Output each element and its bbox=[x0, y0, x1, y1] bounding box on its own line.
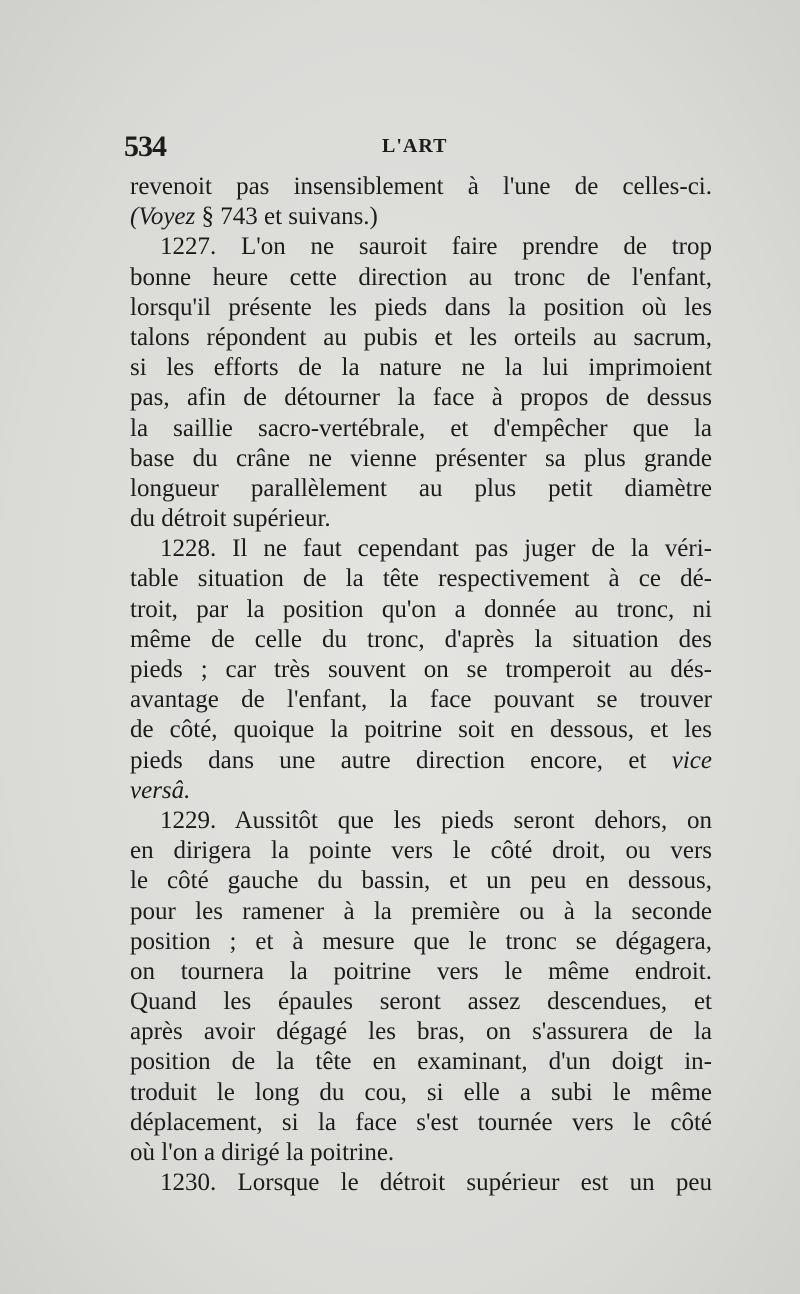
text-line: (Voyez § 743 et suivans.) bbox=[130, 203, 378, 231]
text-line: position ; et à mesure que le tronc se dégagera, bbox=[130, 927, 712, 955]
text-line: table situation de la tête respectivement à ce dé- bbox=[130, 565, 712, 593]
text-line: troduit le long du cou, si elle a subi le même bbox=[130, 1078, 712, 1106]
text-line: lorsqu'il présente les pieds dans la position où les bbox=[130, 293, 712, 321]
text-line: pieds ; car très souvent on se tromperoit au dés- bbox=[130, 656, 712, 683]
text-line: 1227. L'on ne sauroit faire prendre de trop bbox=[160, 233, 712, 261]
text-line: où l'on a dirigé la poitrine. bbox=[130, 1139, 395, 1166]
body-text bbox=[130, 172, 712, 1198]
text-line: on tournera la poitrine vers le même endroit. bbox=[130, 957, 712, 985]
text-line: talons répondent au pubis et les orteils au sacrum, bbox=[130, 323, 712, 351]
text-line: 1229. Aussitôt que les pieds seront dehors, on bbox=[160, 806, 712, 834]
text-line: si les efforts de la nature ne la lui imprimoient bbox=[130, 354, 712, 382]
text-line: le côté gauche du bassin, et un peu en dessous, bbox=[130, 867, 712, 895]
text-line: 1230. Lorsque le détroit supérieur est un peu bbox=[160, 1169, 712, 1197]
text-line: revenoit pas insensiblement à l'une de celles-ci. bbox=[130, 173, 712, 200]
text-line: avantage de l'enfant, la face pouvant se trouver bbox=[130, 686, 712, 714]
text-line: longueur parallèlement au plus petit diamètre bbox=[130, 474, 712, 502]
page-number: 534 bbox=[124, 130, 166, 163]
text-line: versâ. bbox=[130, 776, 191, 804]
text-line: Quand les épaules seront assez descendues, et bbox=[130, 988, 712, 1016]
text-line: 1228. Il ne faut cependant pas juger de la véri- bbox=[160, 535, 712, 563]
text-line: du détroit supérieur. bbox=[130, 505, 331, 533]
text-line: de côté, quoique la poitrine soit en dessous, et les bbox=[130, 716, 712, 744]
text-line: pas, afin de détourner la face à propos de dessus bbox=[130, 384, 712, 412]
text-line: pieds dans une autre direction encore, et vice bbox=[130, 746, 712, 774]
text-line: en dirigera la pointe vers le côté droit, ou vers bbox=[130, 837, 712, 865]
text-line: pour les ramener à la première ou à la seconde bbox=[130, 897, 712, 925]
text-line: troit, par la position qu'on a donnée au tronc, ni bbox=[130, 595, 712, 623]
text-line: déplacement, si la face s'est tournée vers le côté bbox=[130, 1108, 712, 1136]
text-line: même de celle du tronc, d'après la situation des bbox=[130, 625, 712, 653]
page-header bbox=[124, 130, 710, 170]
running-head: L'ART bbox=[382, 135, 448, 157]
text-line: bonne heure cette direction au tronc de l'enfant, bbox=[130, 263, 712, 291]
text-line: position de la tête en examinant, d'un doigt in- bbox=[130, 1048, 712, 1076]
text-line: base du crâne ne vienne présenter sa plus grande bbox=[130, 444, 712, 472]
text-line: la saillie sacro-vertébrale, et d'empêcher que la bbox=[130, 414, 712, 442]
text-line: après avoir dégagé les bras, on s'assurera de la bbox=[130, 1018, 712, 1046]
